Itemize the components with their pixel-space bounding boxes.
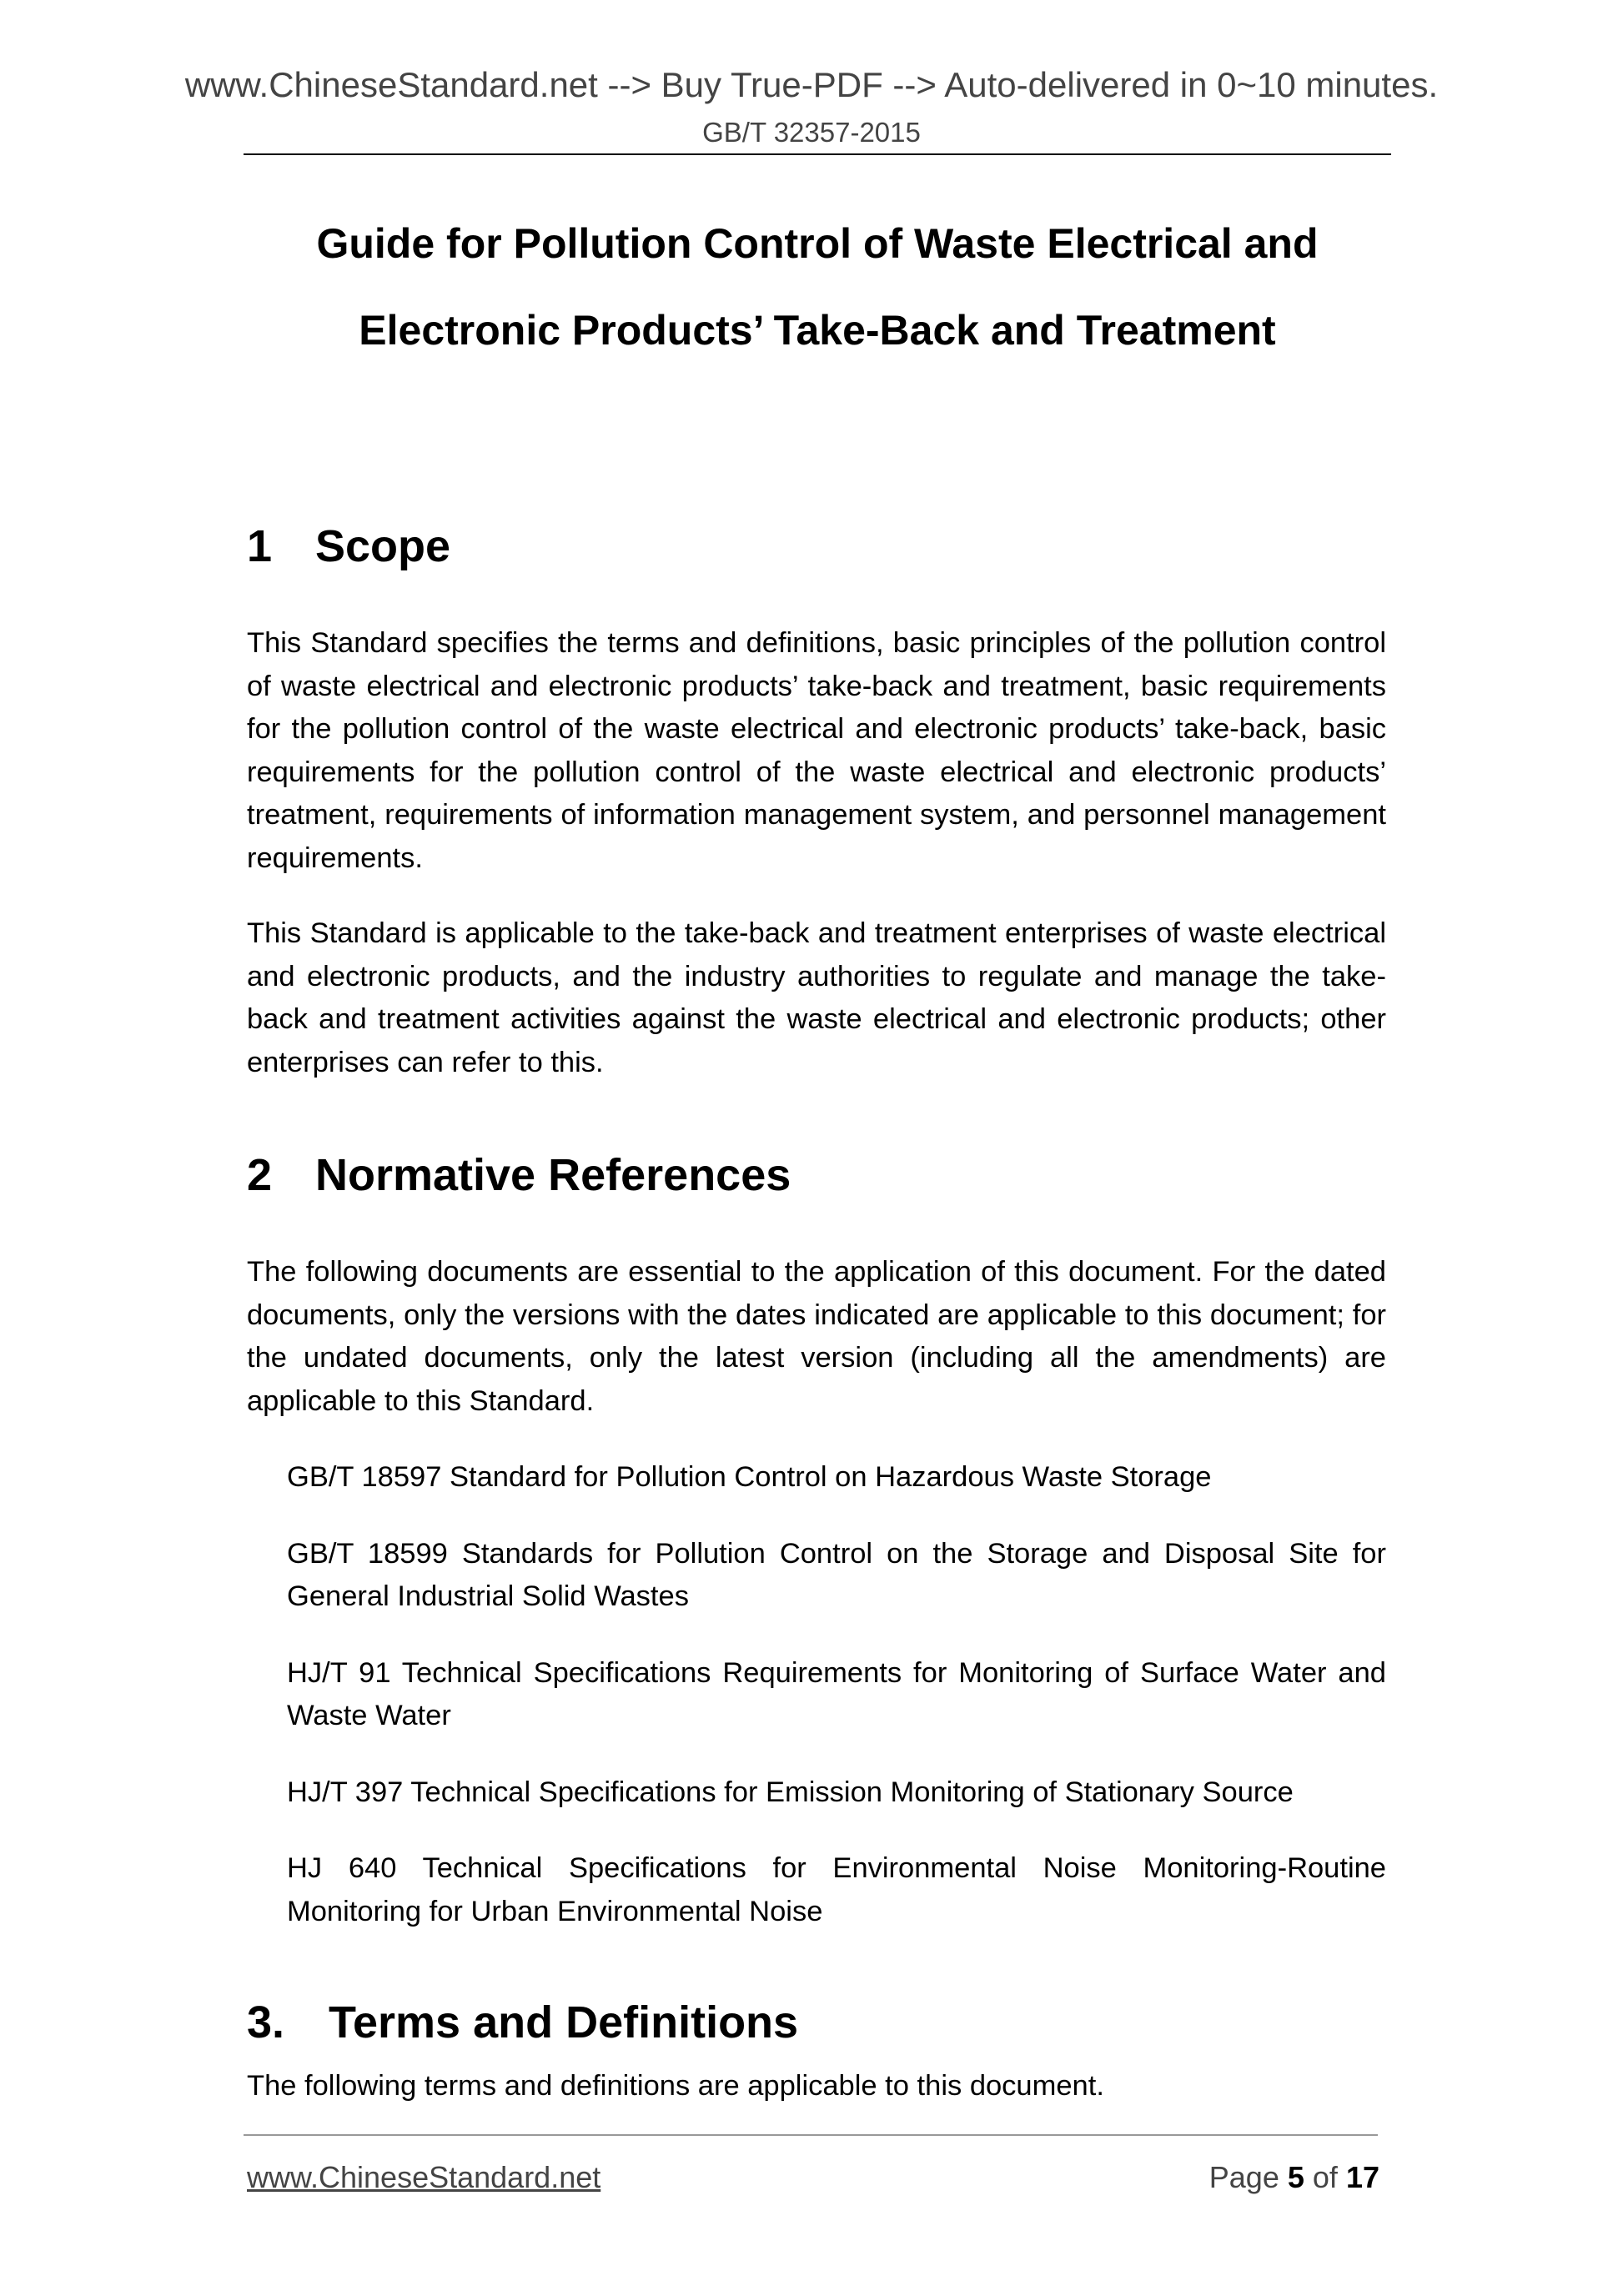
reference-item: GB/T 18599 Standards for Pollution Control on the Storage and Disposal Site for General Industrial Solid Wastes xyxy=(287,1537,1386,1612)
scope-paragraph-1-block xyxy=(247,622,1386,880)
banner-text: www.ChineseStandard.net --> Buy True-PDF --> Auto-delivered in 0~10 minutes. xyxy=(184,65,1439,104)
section-terms xyxy=(247,1993,1386,2052)
page-number xyxy=(1209,2160,1379,2195)
page-total: 17 xyxy=(1345,2160,1379,2194)
section-number: 2 xyxy=(247,1150,273,1200)
section-title: Scope xyxy=(315,521,451,571)
scope-paragraph: This Standard is applicable to the take-back and treatment enterprises of waste electrical and electronic products, and the industry authorities to regulate and manage the take-back and treatment activities against the waste electrical and electronic products; other enterprises can refer to this. xyxy=(247,917,1386,1078)
title-line-2: Electronic Products’ Take-Back and Treatment xyxy=(359,307,1276,354)
page-of: of xyxy=(1312,2160,1338,2194)
section-references xyxy=(247,1146,1386,1204)
footer-website-link[interactable]: www.ChineseStandard.net xyxy=(247,2160,601,2194)
scope-paragraph-2-block xyxy=(247,912,1386,1084)
standard-code: GB/T 32357-2015 xyxy=(702,117,921,148)
references-intro: The following documents are essential to the application of this document. For the dated documents, only the versions with the dates indicated are applicable to this document; for the undated documents, only the latest version (including all the amendments) are applicable to this Standard. xyxy=(247,1256,1386,1417)
reference-item: HJ/T 91 Technical Specifications Requirements for Monitoring of Surface Water and Waste Water xyxy=(287,1656,1386,1731)
terms-intro-block xyxy=(247,2065,1386,2108)
reference-item: GB/T 18597 Standard for Pollution Control on Hazardous Waste Storage xyxy=(287,1461,1212,1493)
footer-divider xyxy=(244,2134,1378,2136)
section-title: Normative References xyxy=(315,1150,791,1200)
document-title xyxy=(244,200,1391,374)
section-heading xyxy=(247,1993,1386,2052)
section-heading xyxy=(247,517,1386,575)
section-title: Terms and Definitions xyxy=(329,1997,799,2047)
header-divider xyxy=(244,153,1391,155)
scope-paragraph: This Standard specifies the terms and definitions, basic principles of the pollution control of waste electrical and electronic products’ take-back and treatment, basic requirements for the pollution control of the waste electrical and electronic products’ take-back, basic requirements for the pollution control of the waste electrical and electronic products’ treatment, requirements of information management system, and personnel management requirements. xyxy=(247,627,1386,874)
references-body xyxy=(247,1251,1386,1967)
section-heading xyxy=(247,1146,1386,1204)
page-current: 5 xyxy=(1287,2160,1304,2194)
section-number: 1 xyxy=(247,521,273,571)
terms-intro: The following terms and definitions are applicable to this document. xyxy=(247,2070,1104,2102)
page-prefix: Page xyxy=(1208,2160,1279,2194)
title-line-1: Guide for Pollution Control of Waste Electrical and xyxy=(316,220,1319,267)
section-scope xyxy=(247,517,1386,575)
section-number: 3. xyxy=(247,1997,285,2047)
reference-item: HJ/T 397 Technical Specifications for Emission Monitoring of Stationary Source xyxy=(287,1776,1294,1808)
reference-item: HJ 640 Technical Specifications for Environmental Noise Monitoring-Routine Monitoring for Urban Environmental Noise xyxy=(287,1852,1386,1927)
